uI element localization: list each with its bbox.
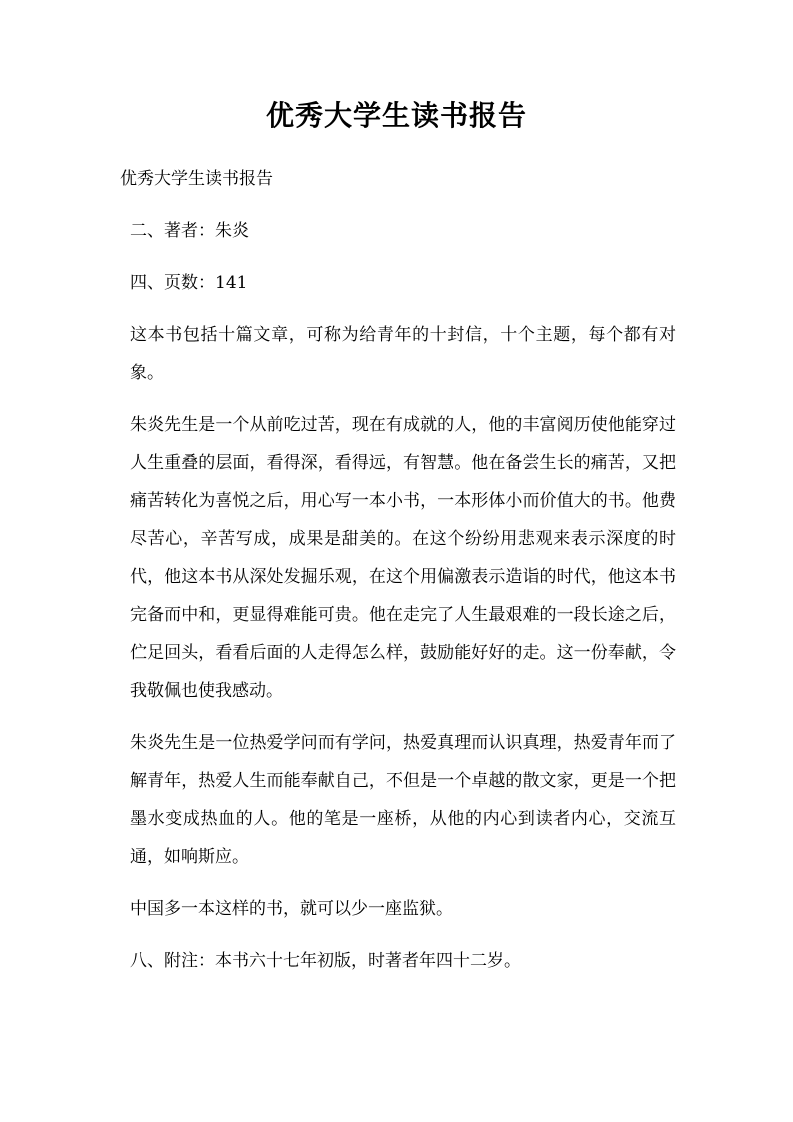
paragraph-page-count: 四、页数：141 xyxy=(130,273,248,293)
paragraph-author: 二、著者：朱炎 xyxy=(130,221,249,241)
paragraph-author-experience: 朱炎先生是一个从前吃过苦，现在有成就的人，他的丰富阅历使他能穿过人生重叠的层面，看得深，看得远，有智慧。他在备尝生长的痛苦，又把痛苦转化为喜悦之后，用心写一本小书，一本形体小而价值大的书。他费尽苦心，辛苦写成，成果是甜美的。在这个纷纷用悲观来表示深度的时代，他这本书从深处发掘乐观，在这个用偏激表示造诣的时代，他这本书完备而中和，更显得难能可贵。他在走完了人生最艰难的一段长途之后，伫足回头，看看后面的人走得怎么样，鼓励能好好的走。这一份奉献，令我敬佩也使我感动。 xyxy=(130,415,676,701)
document-title: 优秀大学生读书报告 xyxy=(265,99,527,132)
paragraph-subtitle: 优秀大学生读书报告 xyxy=(120,169,273,189)
paragraph-note: 八、附注：本书六十七年初版，时著者年四十二岁。 xyxy=(130,951,521,971)
paragraph-book-summary: 这本书包括十篇文章，可称为给青年的十封信，十个主题，每个都有对象。 xyxy=(130,325,676,383)
paragraph-author-character: 朱炎先生是一位热爱学问而有学问，热爱真理而认识真理，热爱青年而了解青年，热爱人生而能奉献自己，不但是一个卓越的散文家，更是一个把墨水变成热血的人。他的笔是一座桥，从他的内心到读者内心，交流互通，如响斯应。 xyxy=(130,733,676,867)
document-body xyxy=(120,160,676,994)
paragraph-conclusion: 中国多一本这样的书，就可以少一座监狱。 xyxy=(130,899,453,919)
